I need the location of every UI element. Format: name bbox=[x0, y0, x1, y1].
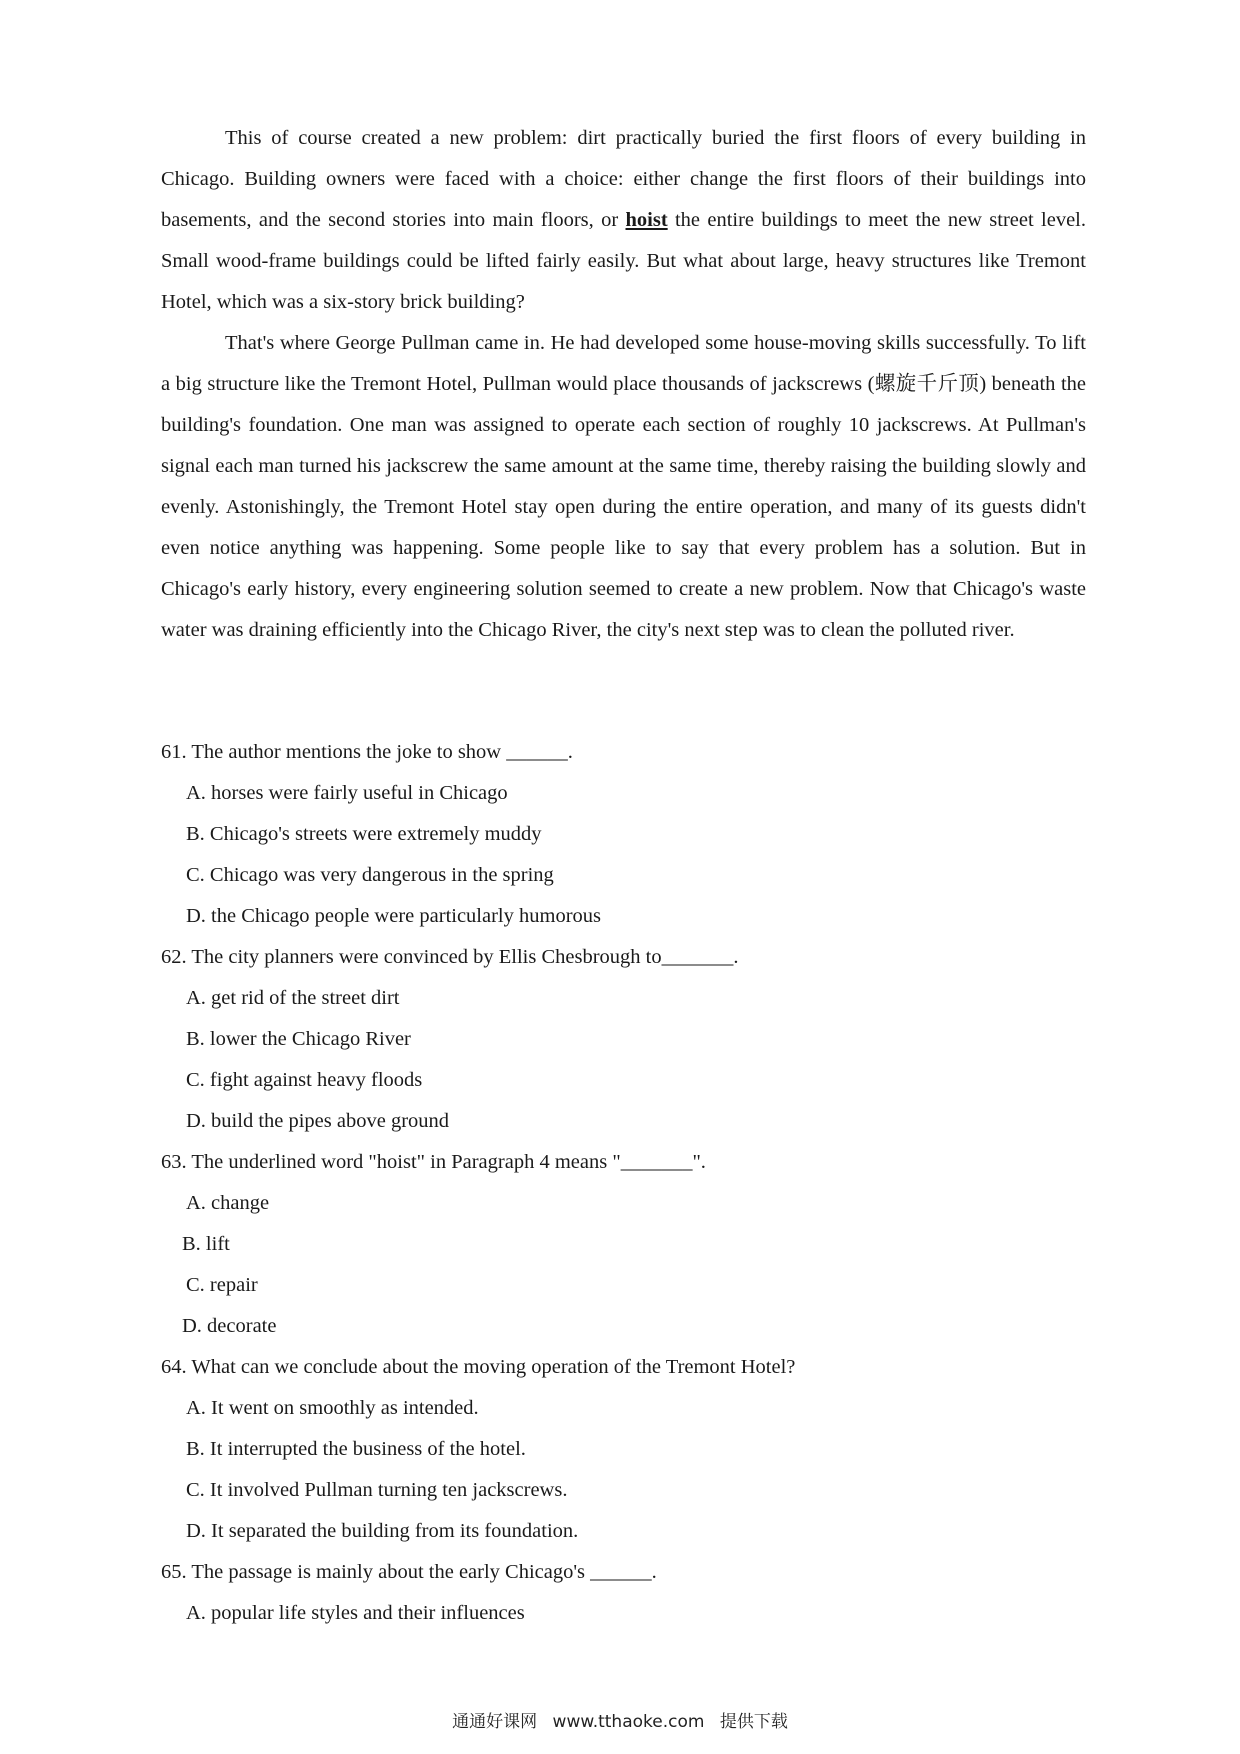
question-64-option-d: D. It separated the building from its foundation. bbox=[186, 1520, 579, 1542]
question-64-option-c: C. It involved Pullman turning ten jackscrews. bbox=[186, 1479, 568, 1501]
question-63-stem: 63. The underlined word "hoist" in Paragraph 4 means "_______". bbox=[161, 1151, 706, 1173]
question-62-option-d: D. build the pipes above ground bbox=[186, 1110, 450, 1132]
question-61-option-a: A. horses were fairly useful in Chicago bbox=[186, 782, 508, 804]
passage-p1-before: This of course created a new problem: dirt practically buried the first floors of every building in Chicago. Building owners were faced with a choice: either change the first floors of their buildings into basements, and the second stories into main floors, or bbox=[161, 127, 1086, 231]
question-63-option-a: A. change bbox=[186, 1192, 270, 1214]
question-64-option-b: B. It interrupted the business of the hotel. bbox=[186, 1438, 526, 1460]
question-63-option-c: C. repair bbox=[186, 1274, 258, 1296]
question-64-option-a: A. It went on smoothly as intended. bbox=[186, 1397, 479, 1419]
question-63-option-d: D. decorate bbox=[182, 1315, 277, 1337]
question-list bbox=[161, 732, 1086, 1634]
page-footer bbox=[0, 1707, 1240, 1732]
question-62-option-a: A. get rid of the street dirt bbox=[186, 987, 400, 1009]
question-63-option-b: B. lift bbox=[182, 1233, 230, 1255]
passage-paragraph-1 bbox=[161, 118, 1086, 323]
reading-passage bbox=[161, 118, 1086, 651]
question-61-option-b: B. Chicago's streets were extremely muddy bbox=[186, 823, 542, 845]
footer-url: www.tthaoke.com bbox=[552, 1712, 705, 1732]
keyword-hoist: hoist bbox=[625, 209, 668, 231]
question-62-option-b: B. lower the Chicago River bbox=[186, 1028, 411, 1050]
passage-paragraph-2: That's where George Pullman came in. He had developed some house-moving skills successfully. To lift a big structure like the Tremont Hotel, Pullman would place thousands of jackscrews (螺旋千斤顶) beneath the building's foundation. One man was assigned to operate each section of roughly 10 jackscrews. At Pullman's signal each man turned his jackscrew the same amount at the same time, thereby raising the building slowly and evenly. Astonishingly, the Tremont Hotel stay open during the entire operation, and many of its guests didn't even notice anything was happening. Some people like to say that every problem has a solution. But in Chicago's early history, every engineering solution seemed to create a new problem. Now that Chicago's waste water was draining efficiently into the Chicago River, the city's next step was to clean the polluted river. bbox=[161, 332, 1086, 641]
question-62-option-c: C. fight against heavy floods bbox=[186, 1069, 423, 1091]
question-61-option-d: D. the Chicago people were particularly humorous bbox=[186, 905, 601, 927]
footer-provider: 提供下载 bbox=[719, 1712, 788, 1732]
question-61-option-c: C. Chicago was very dangerous in the spring bbox=[186, 864, 554, 886]
footer-site-name: 通通好课网 bbox=[452, 1712, 538, 1732]
question-65-option-a: A. popular life styles and their influences bbox=[186, 1602, 525, 1624]
question-61-stem: 61. The author mentions the joke to show ______. bbox=[161, 741, 573, 763]
passage-p1-after: the entire buildings to meet the new street level. Small wood-frame buildings could be lifted fairly easily. But what about large, heavy structures like Tremont Hotel, which was a six-story brick building? bbox=[161, 209, 1086, 313]
question-65-stem: 65. The passage is mainly about the early Chicago's ______. bbox=[161, 1561, 657, 1583]
question-62-stem: 62. The city planners were convinced by Ellis Chesbrough to_______. bbox=[161, 946, 739, 968]
question-64-stem: 64. What can we conclude about the moving operation of the Tremont Hotel? bbox=[161, 1356, 796, 1378]
